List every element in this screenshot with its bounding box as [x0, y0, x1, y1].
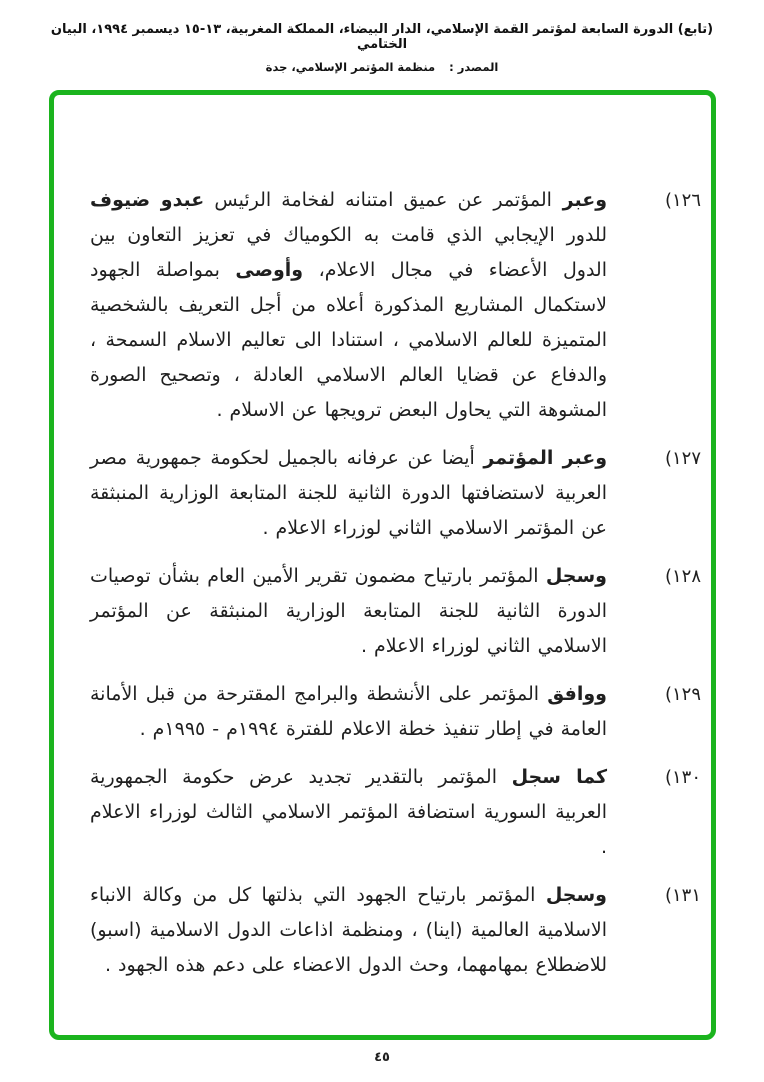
paragraph-text: وعبر المؤتمر عن عميق امتنانه لفخامة الرئيس عبدو ضيوف للدور الإيجابي الذي قامت به الكومياك في تعزيز التعاون بين الدول الأعضاء في مجال الاعلام، وأوصى بمواصلة الجهود لاستكمال المشاريع المذكورة أعلاه من أجل التعريف بالشخصية المتميزة للعالم الاسلامي ، استنادا الى تعاليم الاسلام السمحة ، والدفاع عن قضايا العالم الاسلامي العادلة ، وتصحيح الصورة المشوهة التي يحاول البعض ترويجها عن الاسلام . — [90, 189, 607, 421]
source-value: منظمة المؤتمر الإسلامي، جدة — [265, 60, 436, 74]
paragraph-text: ووافق المؤتمر على الأنشطة والبرامج المقترحة من قبل الأمانة العامة في إطار تنفيذ خطة الاعلام للفترة ١٩٩٤م - ١٩٩٥م . — [90, 683, 607, 740]
paragraph-number: ١٢٨) — [664, 566, 701, 587]
paragraph-number: ١٢٦) — [664, 190, 701, 211]
page-footer — [0, 1046, 764, 1065]
paragraph-item — [90, 183, 701, 428]
paragraph-item — [90, 760, 701, 865]
header-title: (تابع) الدورة السابعة لمؤتمر القمة الإسلامي، الدار البيضاء، المملكة المغربية، ١٣-١٥ ديسمبر ١٩٩٤، البيان الختامي — [50, 22, 714, 52]
paragraph-item — [90, 677, 701, 747]
content-frame — [49, 90, 716, 1040]
source-label: المصدر : — [449, 60, 499, 74]
page-header — [0, 22, 764, 74]
paragraph-number: ١٢٩) — [664, 684, 701, 705]
paragraph-list — [54, 183, 711, 983]
paragraph-item — [90, 441, 701, 546]
page-number: ٤٥ — [374, 1050, 390, 1065]
paragraph-number: ١٣١) — [664, 885, 701, 906]
paragraph-text: وعبر المؤتمر أيضا عن عرفانه بالجميل لحكومة جمهورية مصر العربية لاستضافتها الدورة الثانية للجنة المتابعة الوزارية المنبثقة عن المؤتمر الاسلامي الثاني لوزراء الاعلام . — [90, 447, 608, 539]
paragraph-item — [90, 878, 701, 983]
paragraph-number: ١٣٠) — [664, 767, 701, 788]
paragraph-text: وسجل المؤتمر بارتياح مضمون تقرير الأمين العام بشأن توصيات الدورة الثانية للجنة المتابعة الوزارية المنبثقة عن المؤتمر الاسلامي الثاني لوزراء الاعلام . — [90, 565, 607, 657]
paragraph-number: ١٢٧) — [664, 448, 701, 469]
header-source-line — [0, 60, 764, 74]
paragraph-item — [90, 559, 701, 664]
paragraph-text: وسجل المؤتمر بارتياح الجهود التي بذلتها كل من وكالة الانباء الاسلامية العالمية (اينا) ، ومنظمة اذاعات الدول الاسلامية (اسبو) للاضطلاع بمهامهما، وحث الدول الاعضاء على دعم هذه الجهود . — [90, 884, 607, 976]
paragraph-text: كما سجل المؤتمر بالتقدير تجديد عرض حكومة الجمهورية العربية السورية استضافة المؤتمر الاسلامي الثالث لوزراء الاعلام . — [90, 766, 608, 858]
